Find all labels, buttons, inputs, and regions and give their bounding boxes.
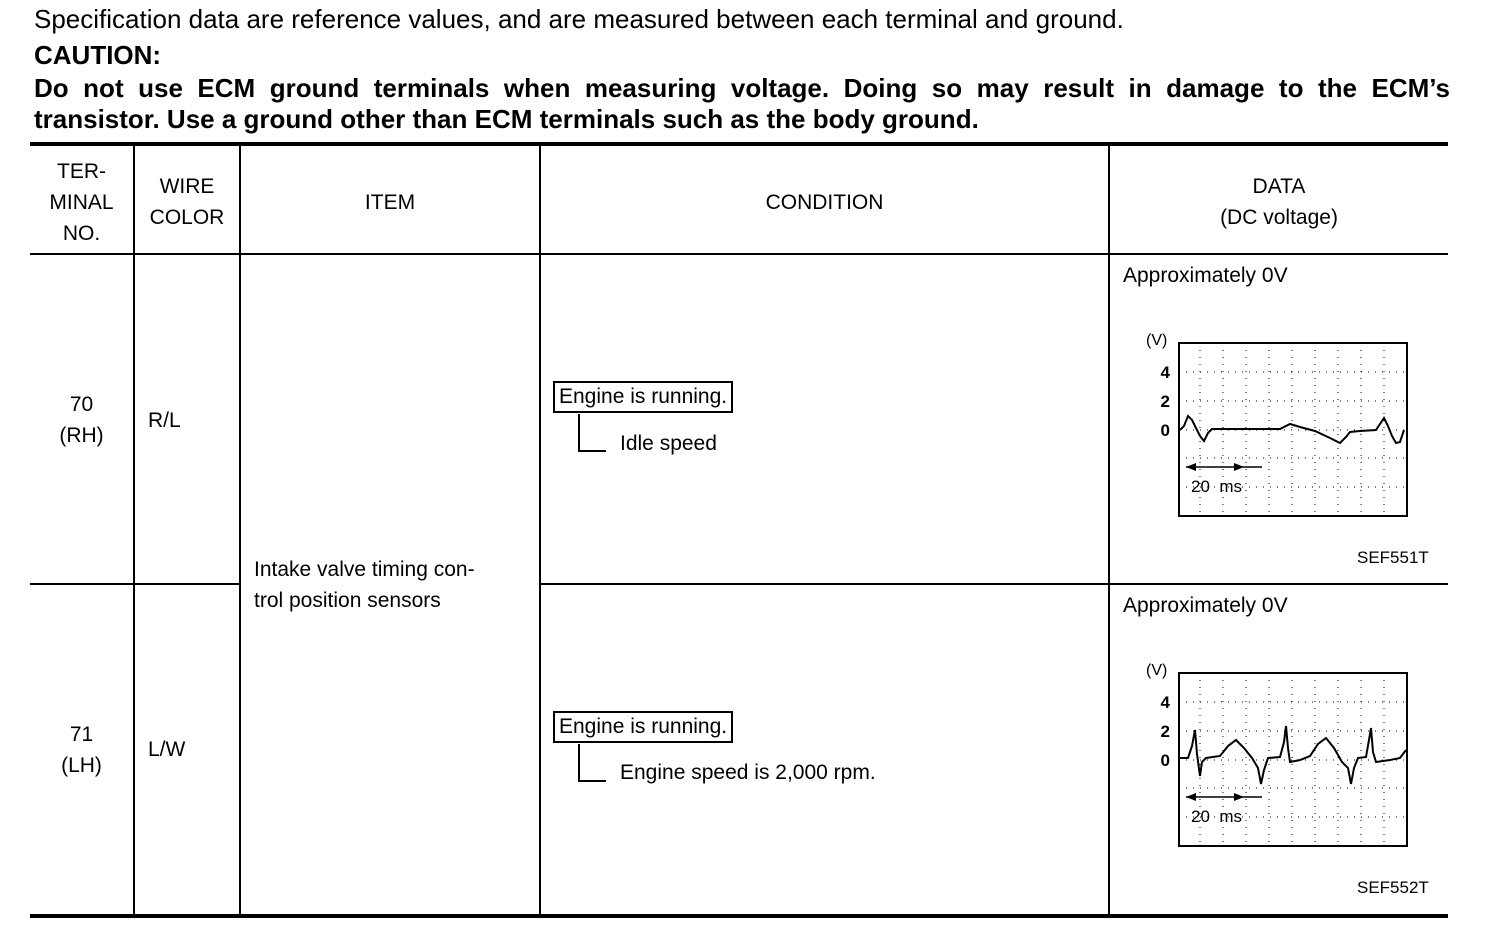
figure-id-sef551t: SEF551T [1357,548,1429,567]
scope-waveform [1180,726,1406,784]
scope-time-label: 20 ms [1191,807,1243,826]
scope-tick-4: 4 [1160,693,1170,712]
wire-color-71: L/W [148,738,186,761]
table-bottom-rule [30,914,1448,918]
condition-engine-running-70: Engine is running. [553,381,733,413]
terminal-70: 70 (RH) [59,393,104,447]
data-text-70: Approximately 0V [1123,264,1288,287]
row-divider-condition [539,583,1448,585]
col-divider-4 [1108,146,1110,914]
scope-unit: (V) [1146,662,1168,679]
col-divider-3 [539,146,541,914]
scope-tick-2: 2 [1160,392,1170,411]
col-divider-2 [239,146,241,914]
header-condition: CONDITION [765,191,884,214]
row-divider-terminal [30,583,240,585]
caution-body: Do not use ECM ground terminals when measuring voltage. Doing so may result in damage to the ECM’s transistor. Use a ground other than ECM terminals such as the body ground. [34,73,1450,134]
data-text-71: Approximately 0V [1123,594,1288,617]
scope-tick-0: 0 [1160,421,1170,440]
scope-tick-0: 0 [1160,751,1170,770]
item-intake-valve-sensors: Intake valve timing con- trol position sensors [254,558,475,612]
figure-id-sef552t: SEF552T [1357,878,1429,897]
intro-text: Specification data are reference values, and are measured between each terminal and ground. [34,4,1124,34]
scope-tick-4: 4 [1160,363,1170,382]
table-top-rule [30,142,1448,146]
scope-tick-2: 2 [1160,722,1170,741]
condition-sub-70: Idle speed [620,432,717,455]
scope-time-label: 20 ms [1191,477,1243,496]
condition-bracket-70 [578,414,606,452]
header-wire-color: WIRE COLOR [149,175,225,229]
header-terminal-no: TER- MINAL NO. [49,160,114,245]
wire-color-70: R/L [148,409,181,432]
terminal-71: 71 (LH) [61,723,102,777]
scope-unit: (V) [1146,332,1168,349]
oscilloscope-71 [1140,658,1420,853]
condition-bracket-71 [578,744,606,782]
header-item: ITEM [364,191,416,214]
header-bottom-rule [30,253,1448,255]
condition-engine-running-71: Engine is running. [553,711,733,743]
caution-heading: CAUTION: [34,40,162,70]
header-data: DATA (DC voltage) [1220,175,1338,229]
col-divider-1 [133,146,135,914]
oscilloscope-70 [1140,328,1420,523]
condition-sub-71: Engine speed is 2,000 rpm. [620,761,876,784]
